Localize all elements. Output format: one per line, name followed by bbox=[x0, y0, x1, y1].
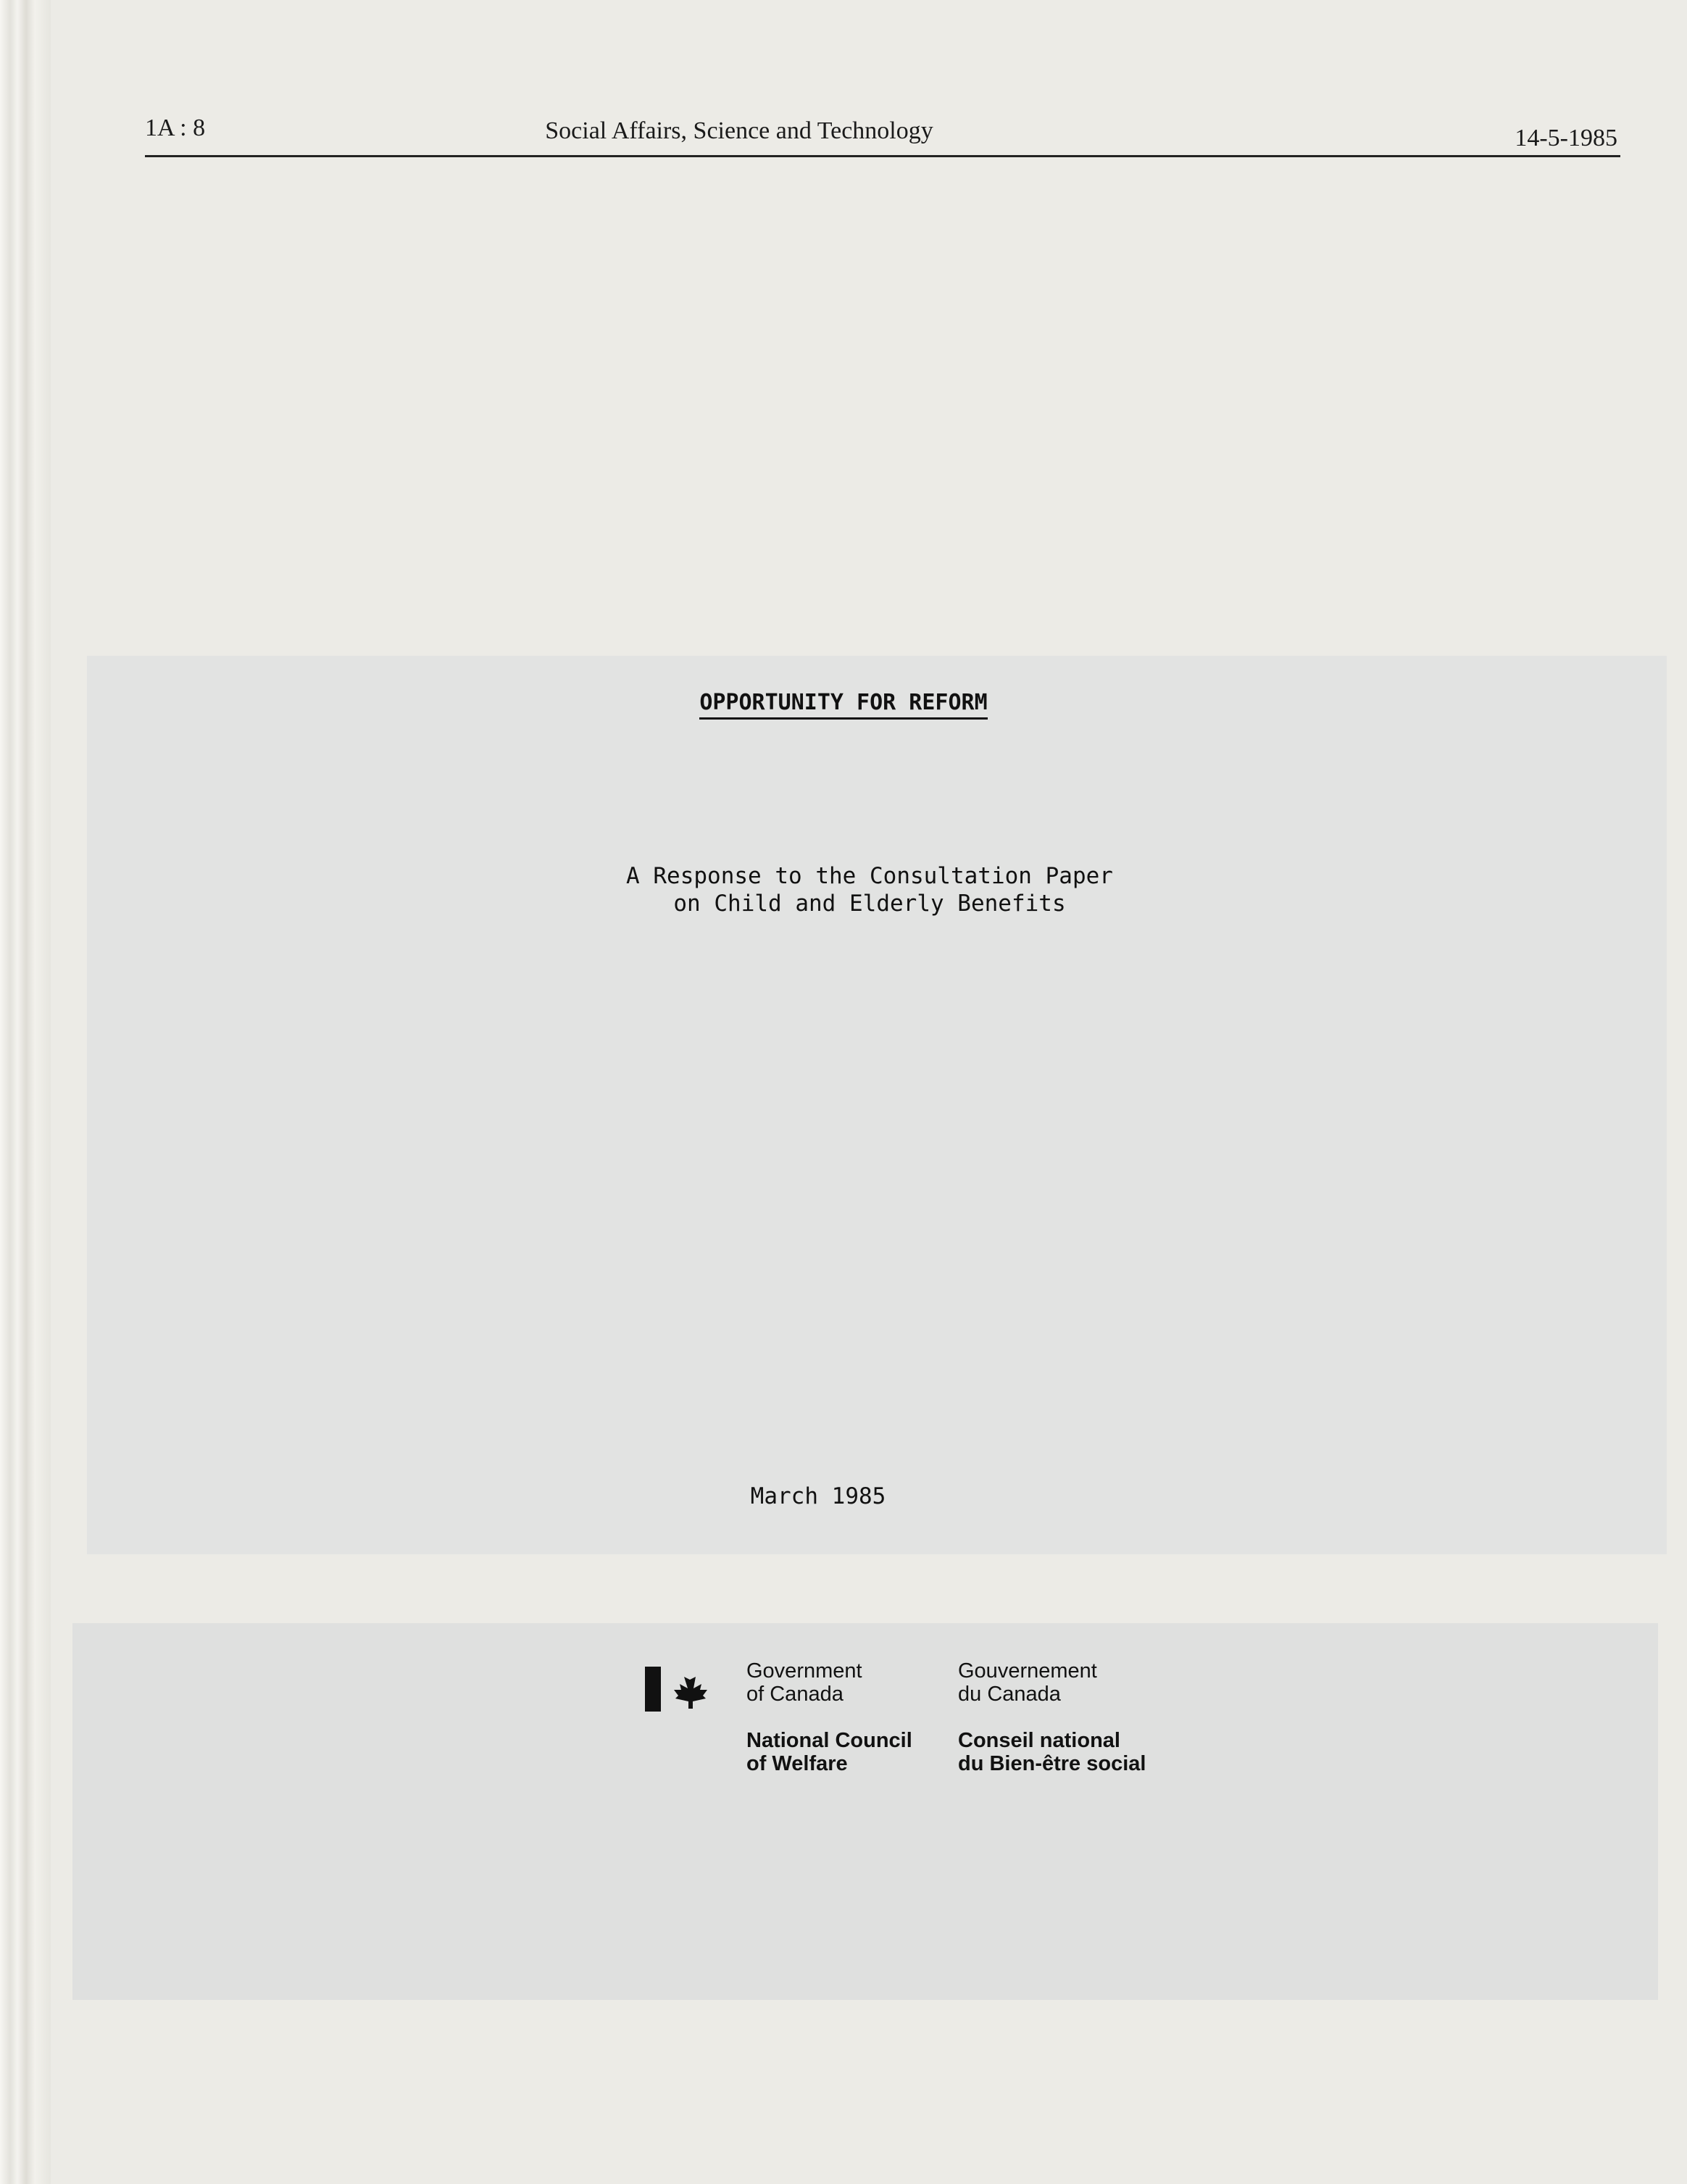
gov-fr-line-1: Gouvernement bbox=[958, 1659, 1097, 1683]
cover-panel bbox=[87, 656, 1667, 1554]
header-date: 14-5-1985 bbox=[1515, 125, 1617, 151]
cover-title bbox=[0, 690, 1687, 715]
gov-fr-line-2: du Canada bbox=[958, 1683, 1061, 1706]
page-reference: 1A : 8 bbox=[145, 114, 206, 141]
ncw-fr-line-2: du Bien-être social bbox=[958, 1752, 1146, 1775]
council-fr bbox=[958, 1729, 1146, 1775]
publication-title: Social Affairs, Science and Technology bbox=[545, 117, 933, 144]
ncw-en-line-1: National Council bbox=[746, 1729, 912, 1752]
cover-subtitle bbox=[0, 862, 1687, 917]
header-rule bbox=[145, 155, 1620, 157]
cover-title-text: OPPORTUNITY FOR REFORM bbox=[699, 690, 987, 720]
page-header bbox=[145, 109, 1623, 159]
ncw-en-line-2: of Welfare bbox=[746, 1752, 848, 1775]
council-en bbox=[746, 1729, 912, 1775]
ncw-fr-line-1: Conseil national bbox=[958, 1729, 1120, 1752]
government-fr bbox=[958, 1659, 1097, 1706]
canada-flag-icon bbox=[645, 1667, 710, 1712]
government-signature bbox=[645, 1659, 1196, 1790]
subtitle-line-2: on Child and Elderly Benefits bbox=[673, 891, 1066, 917]
government-en bbox=[746, 1659, 862, 1706]
cover-date: March 1985 bbox=[750, 1483, 886, 1509]
page-binding-edge bbox=[0, 0, 51, 2184]
gov-en-line-1: Government bbox=[746, 1659, 862, 1683]
subtitle-line-1: A Response to the Consultation Paper bbox=[626, 863, 1113, 889]
gov-en-line-2: of Canada bbox=[746, 1683, 844, 1706]
